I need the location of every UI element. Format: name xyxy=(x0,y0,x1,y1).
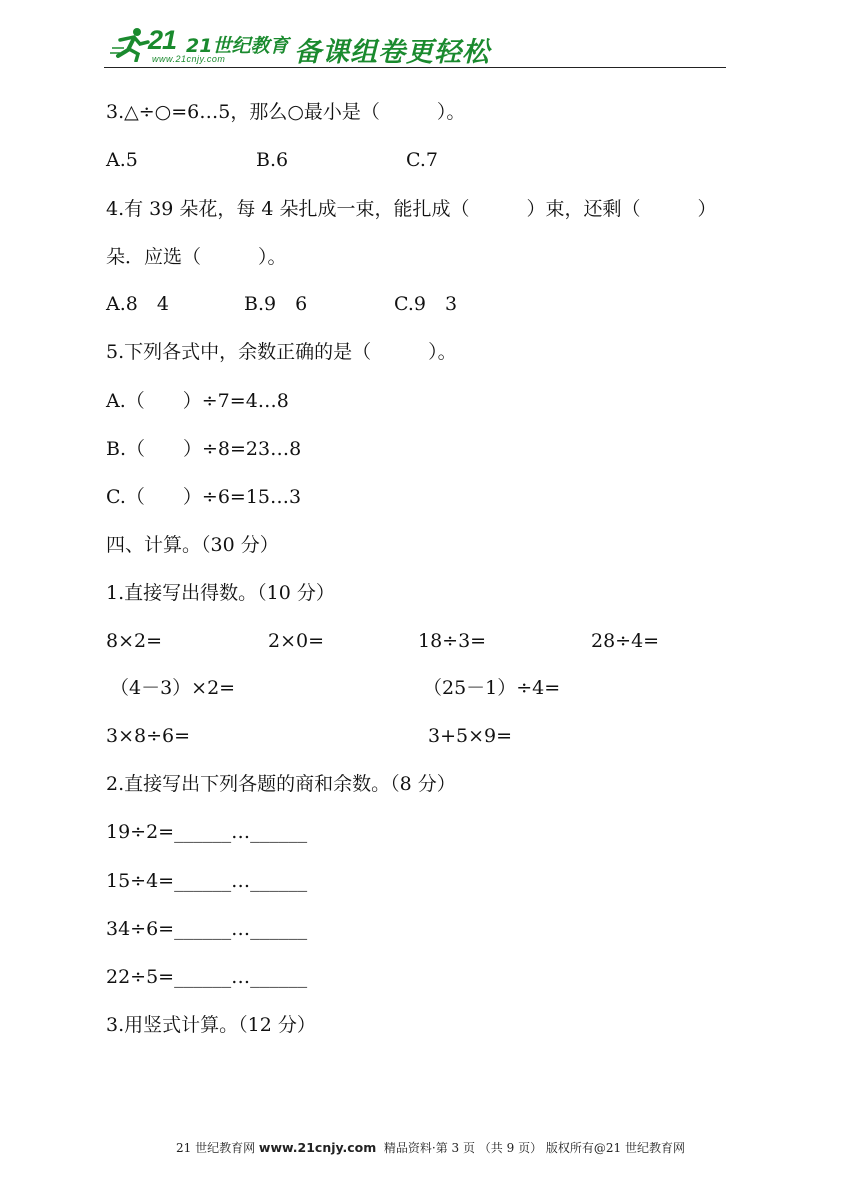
calc-item: 3×8÷6= xyxy=(106,725,191,747)
part-3-title: 3.用竖式计算。（12 分） xyxy=(106,1014,316,1036)
footer-left: 21 世纪教育网 xyxy=(176,1141,259,1155)
division-item: 22÷5=______…______ xyxy=(106,966,308,988)
calc-item: 18÷3= xyxy=(418,630,487,652)
page-footer xyxy=(0,1139,861,1156)
q3-option-b: B.6 xyxy=(256,149,289,171)
q3-option-a: A.5 xyxy=(106,149,138,171)
question-4-line1: 4.有 39 朵花，每 4 朵扎成一束，能扎成（ ）束，还剩（ ） xyxy=(106,198,717,220)
division-item: 34÷6=______…______ xyxy=(106,918,308,940)
q5-option-b: B.（ ）÷8=23…8 xyxy=(106,438,302,460)
q5-option-a: A.（ ）÷7=4…8 xyxy=(106,390,289,412)
footer-right: 精品资料·第 3 页 （共 9 页） 版权所有@21 世纪教育网 xyxy=(376,1141,685,1155)
calc-item: 8×2= xyxy=(106,630,163,652)
division-item: 19÷2=______…______ xyxy=(106,821,308,843)
question-5: 5.下列各式中，余数正确的是（ ）。 xyxy=(106,341,457,363)
page-header xyxy=(104,24,726,68)
runner-logo-icon xyxy=(110,26,150,62)
part-1-title: 1.直接写出得数。（10 分） xyxy=(106,582,335,604)
q4-option-c: C.9 3 xyxy=(394,293,458,315)
footer-url: www.21cnjy.com xyxy=(258,1140,377,1155)
logo-url: www.21cnjy.com xyxy=(152,54,226,64)
header-slogan: 备课组卷更轻松 xyxy=(294,37,490,68)
logo-21: 21 xyxy=(148,25,177,55)
q4-option-a: A.8 4 xyxy=(106,293,169,315)
calc-item: 28÷4= xyxy=(591,630,660,652)
q3-option-c: C.7 xyxy=(406,149,438,171)
calc-item: 3+5×9= xyxy=(428,725,513,747)
question-4-line2: 朵．应选（ ）。 xyxy=(106,246,287,268)
calc-item: （4－3）×2= xyxy=(110,677,236,699)
q5-option-c: C.（ ）÷6=15…3 xyxy=(106,486,302,508)
calc-item: 2×0= xyxy=(268,630,325,652)
header-rule xyxy=(104,67,726,68)
section-4-title: 四、计算。（30 分） xyxy=(106,534,279,556)
question-3: 3.△÷○=6…5，那么○最小是（ ）。 xyxy=(106,101,466,123)
calc-item: （25－1）÷4= xyxy=(423,677,561,699)
division-item: 15÷4=______…______ xyxy=(106,870,308,892)
logo-text: 21世纪教育 xyxy=(186,35,289,57)
q4-option-b: B.9 6 xyxy=(244,293,308,315)
part-2-title: 2.直接写出下列各题的商和余数。（8 分） xyxy=(106,773,456,795)
